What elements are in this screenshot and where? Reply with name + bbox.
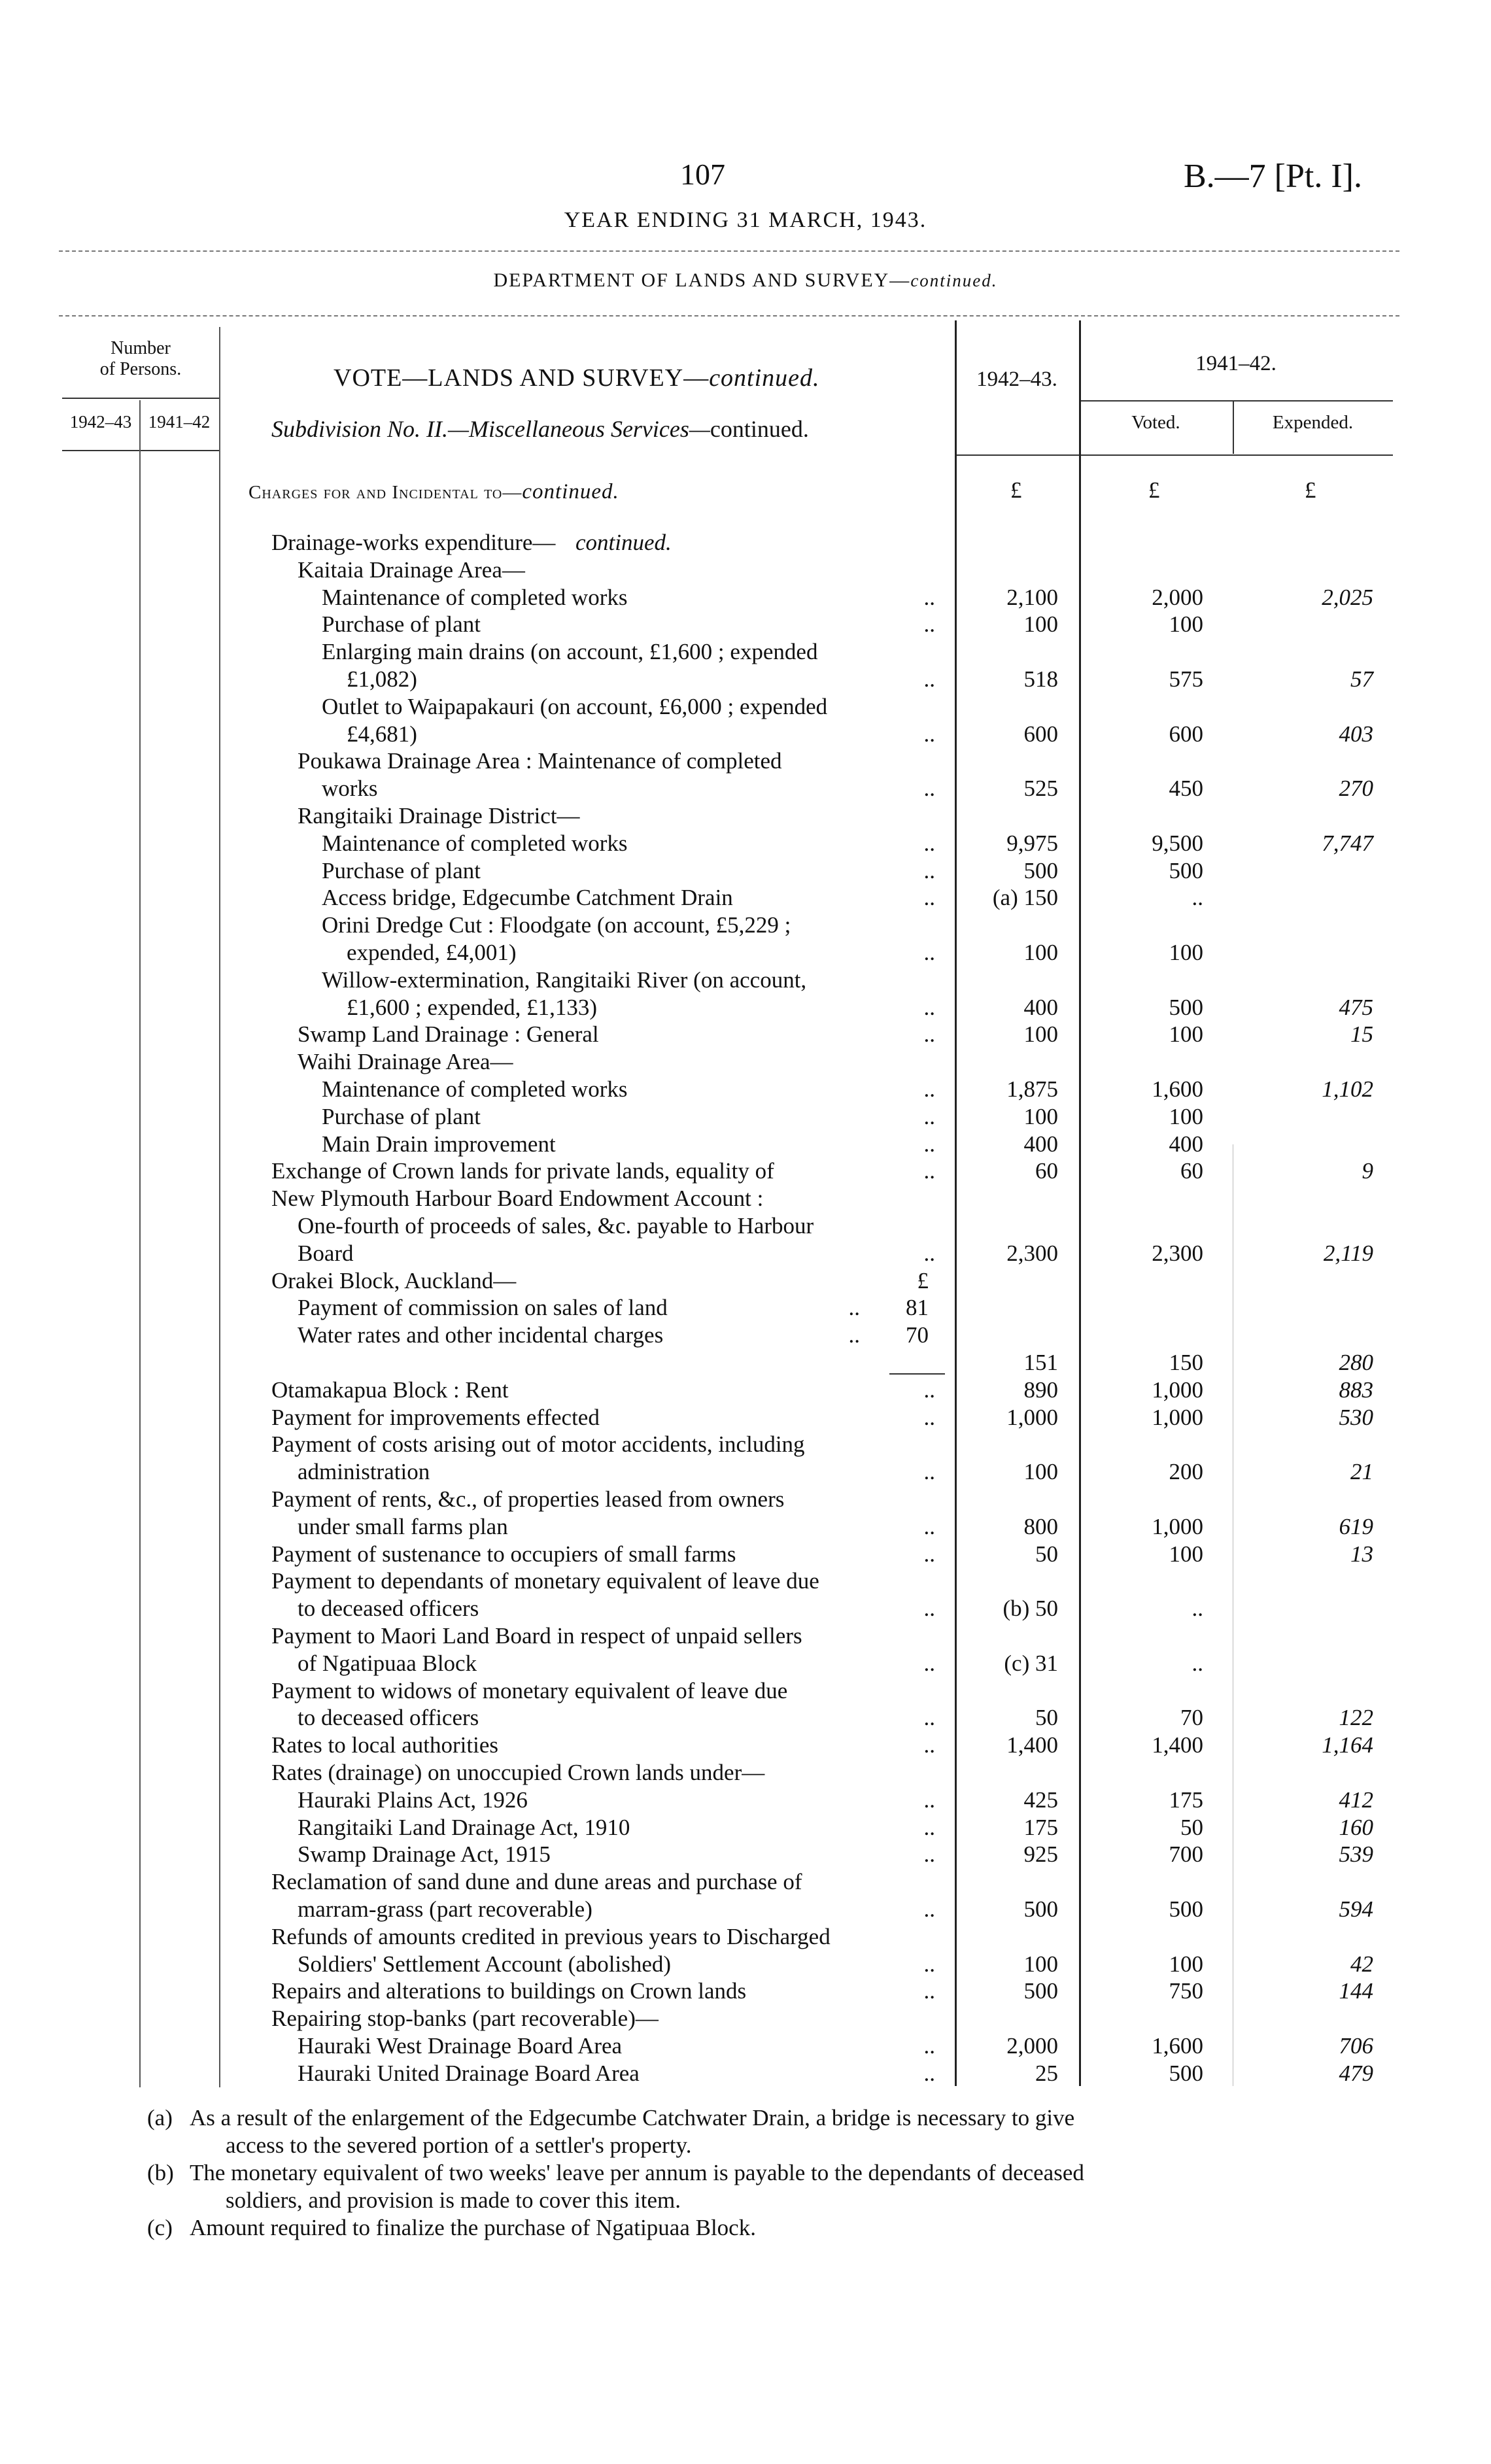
footnote-text: The monetary equivalent of two weeks' leave per annum is payable to the dependants of deceased <box>190 2160 1084 2185</box>
amount-1942-43: 100 <box>1023 1459 1058 1485</box>
row-label: of Ngatipuaa Block <box>298 1650 477 1676</box>
amount-expended-1941-42: 42 <box>1350 1951 1373 1977</box>
number-of-persons-line2: of Persons. <box>99 359 182 379</box>
dot-leader: .. <box>923 1158 935 1184</box>
amount-expended-1941-42: 530 <box>1339 1404 1373 1430</box>
amount-voted-1941-42: 500 <box>1169 994 1203 1020</box>
amount-expended-1941-42: 144 <box>1339 1978 1373 2004</box>
vote-title-text: VOTE—LANDS AND SURVEY— <box>334 364 710 392</box>
charges-continued: continued. <box>522 480 619 504</box>
table-row <box>0 748 1491 774</box>
table-row <box>0 1131 1491 1157</box>
row-label: Purchase of plant <box>322 1103 481 1129</box>
dot-leader: .. <box>923 885 935 911</box>
amount-voted-1941-42: 50 <box>1180 1814 1203 1840</box>
amount-1942-43: 100 <box>1023 1103 1058 1129</box>
row-label: marram-grass (part recoverable) <box>298 1896 592 1922</box>
table-row <box>0 721 1491 747</box>
amount-1942-43: 2,300 <box>1006 1240 1058 1266</box>
table-row <box>0 1186 1491 1212</box>
table-row <box>0 1021 1491 1048</box>
row-label: Repairing stop-banks (part recoverable)— <box>271 2006 659 2032</box>
row-label: Maintenance of completed works <box>322 830 628 856</box>
table-row <box>0 1322 1491 1348</box>
amount-1942-43: 425 <box>1023 1787 1058 1813</box>
amount-1942-43: 175 <box>1023 1814 1058 1840</box>
subdivision-continued: continued. <box>710 416 809 442</box>
row-label: under small farms plan <box>298 1513 508 1539</box>
dot-leader: .. <box>923 666 935 692</box>
table-row <box>0 666 1491 693</box>
row-label: £4,681) <box>347 721 417 747</box>
dot-leader: .. <box>923 1541 935 1567</box>
table-row <box>0 1377 1491 1403</box>
row-label: £1,600 ; expended, £1,133) <box>347 994 597 1020</box>
row-label: Payment to Maori Land Board in respect of unpaid sellers <box>271 1623 802 1649</box>
amount-expended-1941-42: 280 <box>1339 1350 1373 1375</box>
table-row <box>0 995 1491 1021</box>
row-label: Reclamation of sand dune and dune areas and purchase of <box>271 1869 802 1895</box>
amount-1942-43: 500 <box>1023 857 1058 883</box>
amount-voted-1941-42: 500 <box>1169 2060 1203 2086</box>
dot-leader: .. <box>848 1295 860 1321</box>
footnote-mark: (b) <box>147 2160 174 2185</box>
amount-voted-1941-42: 575 <box>1169 666 1203 692</box>
dot-leader: .. <box>923 994 935 1020</box>
dot-leader: .. <box>923 1459 935 1485</box>
table-row <box>0 1815 1491 1841</box>
table-row <box>0 1295 1491 1321</box>
amount-voted-1941-42: 1,000 <box>1152 1404 1203 1430</box>
dot-leader: .. <box>923 1240 935 1266</box>
dot-leader: .. <box>848 1322 860 1348</box>
document-reference: B.—7 [Pt. I]. <box>1184 158 1362 195</box>
amount-voted-1941-42: 100 <box>1169 611 1203 638</box>
amount-1942-43: (a) 150 <box>992 885 1058 911</box>
dot-leader: .. <box>923 1814 935 1840</box>
table-row <box>0 1268 1491 1294</box>
row-label: Board <box>298 1240 354 1266</box>
amount-1942-43: 151 <box>1023 1350 1058 1375</box>
amount-expended-1941-42: 160 <box>1339 1814 1373 1840</box>
dot-leader: .. <box>923 1787 935 1813</box>
table-row <box>0 1241 1491 1267</box>
table-row <box>0 1732 1491 1758</box>
amount-expended-1941-42: 479 <box>1339 2060 1373 2086</box>
amount-voted-1941-42: .. <box>1191 885 1203 911</box>
column-expended-header: Expended. <box>1272 412 1354 433</box>
dot-leader: .. <box>923 584 935 610</box>
table-row <box>0 2061 1491 2087</box>
table-row <box>0 1213 1491 1239</box>
row-label: Rates to local authorities <box>271 1732 498 1758</box>
table-row <box>0 803 1491 829</box>
amount-expended-1941-42: 21 <box>1350 1459 1373 1485</box>
table-row <box>0 1978 1491 2004</box>
row-label: Kaitaia Drainage Area— <box>298 556 525 583</box>
row-label: Hauraki West Drainage Board Area <box>298 2033 623 2059</box>
table-row <box>0 1924 1491 1950</box>
pound-sign-expended: £ <box>1305 477 1316 503</box>
row-label: Maintenance of completed works <box>322 1076 628 1102</box>
column-voted-header: Voted. <box>1131 412 1180 433</box>
row-label: expended, £4,001) <box>347 940 517 965</box>
amount-voted-1941-42: .. <box>1191 1650 1203 1676</box>
amount-expended-1941-42: 706 <box>1339 2033 1373 2059</box>
footnote-mark: (c) <box>147 2215 173 2240</box>
amount-1942-43: 2,000 <box>1006 2033 1058 2059</box>
department-title: DEPARTMENT OF LANDS AND SURVEY— <box>493 269 911 291</box>
amount-expended-1941-42: 2,025 <box>1322 584 1373 610</box>
row-label: to deceased officers <box>298 1596 479 1622</box>
footnote-text-continued: access to the severed portion of a settler's property. <box>226 2132 692 2158</box>
dot-leader: .. <box>923 611 935 638</box>
amount-expended-1941-42: 7,747 <box>1322 830 1373 856</box>
amount-expended-1941-42: 270 <box>1339 776 1373 802</box>
table-row <box>0 639 1491 665</box>
table-row <box>0 1541 1491 1567</box>
pound-sign-voted: £ <box>1148 477 1160 503</box>
dot-leader: .. <box>923 1021 935 1048</box>
table-row <box>0 1869 1491 1895</box>
row-label: New Plymouth Harbour Board Endowment Account : <box>271 1186 764 1212</box>
table-row <box>0 1705 1491 1731</box>
row-label: Water rates and other incidental charges <box>298 1322 664 1348</box>
table-row <box>0 1951 1491 1977</box>
amount-1942-43: 25 <box>1035 2060 1058 2086</box>
amount-1942-43: 100 <box>1023 1021 1058 1048</box>
amount-expended-1941-42: 619 <box>1339 1513 1373 1539</box>
row-label: Payment for improvements effected <box>271 1404 600 1430</box>
table-row <box>0 1596 1491 1622</box>
row-label: Enlarging main drains (on account, £1,600 ; expended <box>322 639 818 665</box>
table-row <box>0 611 1491 638</box>
amount-voted-1941-42: 100 <box>1169 1951 1203 1977</box>
dot-leader: .. <box>923 1650 935 1676</box>
row-label-continued: continued. <box>575 530 672 555</box>
row-label: Waihi Drainage Area— <box>298 1049 513 1075</box>
amount-expended-1941-42: 403 <box>1339 721 1373 747</box>
amount-1942-43: 525 <box>1023 776 1058 802</box>
amount-voted-1941-42: 1,000 <box>1152 1377 1203 1403</box>
dot-leader: .. <box>923 1951 935 1977</box>
amount-voted-1941-42: 100 <box>1169 940 1203 965</box>
dot-leader: .. <box>923 1404 935 1430</box>
dot-leader: .. <box>923 1705 935 1731</box>
amount-voted-1941-42: 1,400 <box>1152 1732 1203 1758</box>
vote-title-continued: continued. <box>709 364 820 392</box>
row-label: Payment to dependants of monetary equivalent of leave due <box>271 1568 819 1594</box>
amount-voted-1941-42: 100 <box>1169 1021 1203 1048</box>
amount-1942-43: 800 <box>1023 1513 1058 1539</box>
row-label: Access bridge, Edgecumbe Catchment Drain <box>322 885 733 911</box>
amount-expended-1941-42: 1,102 <box>1322 1076 1373 1102</box>
dot-leader: .. <box>923 721 935 747</box>
row-label: Payment of sustenance to occupiers of small farms <box>271 1541 736 1567</box>
table-row <box>0 1486 1491 1513</box>
table-row <box>0 1459 1491 1485</box>
row-label: Payment to widows of monetary equivalent of leave due <box>271 1677 788 1703</box>
row-label: Rates (drainage) on unoccupied Crown lands under— <box>271 1760 765 1785</box>
top-divider <box>59 250 1399 252</box>
dot-leader: .. <box>923 2060 935 2086</box>
persons-subheader-rule <box>62 450 219 451</box>
row-label: Willow-extermination, Rangitaiki River (on account, <box>322 967 807 993</box>
dot-leader: .. <box>923 940 935 965</box>
amount-1942-43: 400 <box>1023 994 1058 1020</box>
amount-voted-1941-42: 2,000 <box>1152 584 1203 610</box>
amount-expended-1941-42: 122 <box>1339 1705 1373 1731</box>
row-label: Soldiers' Settlement Account (abolished) <box>298 1951 672 1977</box>
amount-voted-1941-42: 1,600 <box>1152 1076 1203 1102</box>
subitem-amount: £ <box>917 1267 929 1293</box>
table-row <box>0 1787 1491 1813</box>
amount-voted-1941-42: 1,600 <box>1152 2033 1203 2059</box>
row-label: One-fourth of proceeds of sales, &c. payable to Harbour <box>298 1213 814 1239</box>
amount-1942-43: 1,400 <box>1006 1732 1058 1758</box>
amount-voted-1941-42: 100 <box>1169 1541 1203 1567</box>
table-row <box>0 1104 1491 1130</box>
row-label: Purchase of plant <box>322 611 481 638</box>
amount-voted-1941-42: 175 <box>1169 1787 1203 1813</box>
table-row <box>0 1760 1491 1786</box>
row-label: Refunds of amounts credited in previous years to Discharged <box>271 1923 831 1949</box>
row-label: Hauraki Plains Act, 1926 <box>298 1787 528 1813</box>
amount-1942-43: 100 <box>1023 1951 1058 1977</box>
table-row <box>0 1841 1491 1868</box>
dot-leader: .. <box>923 1841 935 1868</box>
number-of-persons-header <box>62 338 219 380</box>
table-row <box>0 1651 1491 1677</box>
year-a-header: 1942–43 <box>69 412 132 432</box>
row-label: works <box>322 776 378 802</box>
amount-voted-1941-42: .. <box>1191 1596 1203 1622</box>
dot-leader: .. <box>923 830 935 856</box>
amount-1942-43: 50 <box>1035 1541 1058 1567</box>
row-label: Main Drain improvement <box>322 1131 556 1157</box>
table-row <box>0 940 1491 966</box>
amount-voted-1941-42: 60 <box>1180 1158 1203 1184</box>
subitem-amount: 81 <box>906 1295 929 1321</box>
dot-leader: .. <box>923 1103 935 1129</box>
amount-voted-1941-42: 500 <box>1169 1896 1203 1922</box>
table-row <box>0 1678 1491 1704</box>
amount-1942-43: 60 <box>1035 1158 1058 1184</box>
dot-leader: .. <box>923 1596 935 1622</box>
dot-leader: .. <box>923 1076 935 1102</box>
amount-expended-1941-42: 9 <box>1362 1158 1373 1184</box>
column-1941-header: 1941–42. <box>1195 352 1277 375</box>
amount-expended-1941-42: 2,119 <box>1323 1240 1373 1266</box>
dot-leader: .. <box>923 1732 935 1758</box>
row-label: Orini Dredge Cut : Floodgate (on account, £5,229 ; <box>322 912 791 938</box>
department-continued: continued. <box>910 271 998 290</box>
table-row <box>0 1350 1491 1376</box>
table-row <box>0 585 1491 611</box>
amount-1942-43: 2,100 <box>1006 584 1058 610</box>
row-label: Orakei Block, Auckland— <box>271 1267 517 1293</box>
amount-1942-43: 925 <box>1023 1841 1058 1868</box>
amount-1942-43: 1,000 <box>1006 1404 1058 1430</box>
amount-voted-1941-42: 450 <box>1169 776 1203 802</box>
column-1941-rule <box>1079 400 1393 402</box>
year-heading: YEAR ENDING 31 MARCH, 1943. <box>564 208 927 232</box>
row-label: Swamp Land Drainage : General <box>298 1021 599 1048</box>
row-label: Maintenance of completed works <box>322 584 628 610</box>
amount-voted-1941-42: 100 <box>1169 1103 1203 1129</box>
amount-expended-1941-42: 594 <box>1339 1896 1373 1922</box>
table-top-divider <box>59 315 1399 317</box>
row-label: Otamakapua Block : Rent <box>271 1377 509 1403</box>
amount-1942-43: 600 <box>1023 721 1058 747</box>
amount-expended-1941-42: 539 <box>1339 1841 1373 1868</box>
row-label: Swamp Drainage Act, 1915 <box>298 1841 551 1868</box>
amount-1942-43: 9,975 <box>1006 830 1058 856</box>
row-label: Rangitaiki Land Drainage Act, 1910 <box>298 1814 630 1840</box>
column-1942-header: 1942–43. <box>976 368 1057 391</box>
row-label: Payment of rents, &c., of properties leased from owners <box>271 1486 785 1512</box>
table-row <box>0 1623 1491 1649</box>
table-row <box>0 694 1491 720</box>
amount-voted-1941-42: 750 <box>1169 1978 1203 2004</box>
table-row <box>0 1049 1491 1075</box>
row-label: Outlet to Waipapakauri (on account, £6,000 ; expended <box>322 693 828 719</box>
subdivision-text: Subdivision No. II.—Miscellaneous Services— <box>271 416 710 442</box>
amount-1942-43: 100 <box>1023 940 1058 965</box>
row-label: Payment of costs arising out of motor accidents, including <box>271 1431 805 1458</box>
page-number: 107 <box>680 158 725 191</box>
amount-voted-1941-42: 9,500 <box>1152 830 1203 856</box>
column-header-rule <box>955 454 1393 456</box>
table-row <box>0 557 1491 583</box>
row-label: Poukawa Drainage Area : Maintenance of completed <box>298 748 782 774</box>
table-row <box>0 1568 1491 1594</box>
subdivision-title <box>271 415 809 443</box>
footnote-mark: (a) <box>147 2105 173 2130</box>
number-of-persons-line1: Number <box>111 338 171 358</box>
row-label: Drainage-works expenditure— <box>271 530 556 555</box>
amount-1942-43: 400 <box>1023 1131 1058 1157</box>
row-label: Repairs and alterations to buildings on Crown lands <box>271 1978 747 2004</box>
amount-1942-43: (c) 31 <box>1004 1650 1058 1676</box>
table-row <box>0 2033 1491 2059</box>
table-row <box>0 1158 1491 1184</box>
row-label: Exchange of Crown lands for private lands, equality of <box>271 1158 774 1184</box>
amount-expended-1941-42: 883 <box>1339 1377 1373 1403</box>
table-row <box>0 885 1491 911</box>
table-row <box>0 1431 1491 1458</box>
amount-1942-43: 50 <box>1035 1705 1058 1731</box>
amount-expended-1941-42: 15 <box>1350 1021 1373 1048</box>
amount-1942-43: 500 <box>1023 1978 1058 2004</box>
table-row <box>0 1076 1491 1103</box>
amount-voted-1941-42: 70 <box>1180 1705 1203 1731</box>
footnote-text-continued: soldiers, and provision is made to cover this item. <box>226 2187 681 2213</box>
charges-heading <box>248 480 619 504</box>
amount-1942-43: 518 <box>1023 666 1058 692</box>
row-label: to deceased officers <box>298 1705 479 1731</box>
table-row <box>0 912 1491 938</box>
dot-leader: .. <box>923 1896 935 1922</box>
table-row <box>0 776 1491 802</box>
dot-leader: .. <box>923 1377 935 1403</box>
amount-1942-43: 890 <box>1023 1377 1058 1403</box>
charges-text: Charges for and Incidental to— <box>248 482 523 503</box>
footnote-text: As a result of the enlargement of the Edgecumbe Catchwater Drain, a bridge is necessary to give <box>190 2105 1075 2130</box>
amount-voted-1941-42: 400 <box>1169 1131 1203 1157</box>
amount-voted-1941-42: 150 <box>1169 1350 1203 1375</box>
amount-expended-1941-42: 475 <box>1339 994 1373 1020</box>
row-label: Hauraki United Drainage Board Area <box>298 2060 640 2086</box>
row-label: £1,082) <box>347 666 417 692</box>
table-row <box>0 1405 1491 1431</box>
amount-expended-1941-42: 57 <box>1350 666 1373 692</box>
dot-leader: .. <box>923 1131 935 1157</box>
amount-1942-43: 500 <box>1023 1896 1058 1922</box>
dot-leader: .. <box>923 1978 935 2004</box>
amount-voted-1941-42: 600 <box>1169 721 1203 747</box>
table-row <box>0 830 1491 857</box>
row-label: administration <box>298 1459 430 1485</box>
amount-voted-1941-42: 1,000 <box>1152 1513 1203 1539</box>
amount-1942-43: (b) 50 <box>1003 1596 1058 1622</box>
table-row <box>0 967 1491 993</box>
amount-expended-1941-42: 13 <box>1350 1541 1373 1567</box>
department-heading <box>0 269 1491 292</box>
dot-leader: .. <box>923 2033 935 2059</box>
table-row <box>0 530 1491 556</box>
amount-expended-1941-42: 1,164 <box>1322 1732 1373 1758</box>
dot-leader: .. <box>923 776 935 802</box>
vote-title <box>334 364 820 392</box>
subitem-amount: 70 <box>906 1322 929 1348</box>
amount-expended-1941-42: 412 <box>1339 1787 1373 1813</box>
dot-leader: .. <box>923 857 935 883</box>
amount-1942-43: 100 <box>1023 611 1058 638</box>
dot-leader: .. <box>923 1513 935 1539</box>
row-label: Purchase of plant <box>322 857 481 883</box>
table-row <box>0 2006 1491 2032</box>
amount-voted-1941-42: 700 <box>1169 1841 1203 1868</box>
year-b-header: 1941–42 <box>148 412 211 432</box>
footnote-text: Amount required to finalize the purchase of Ngatipuaa Block. <box>190 2215 756 2240</box>
pound-sign-1942: £ <box>1010 477 1022 503</box>
persons-header-rule <box>62 398 219 399</box>
amount-1942-43: 1,875 <box>1006 1076 1058 1102</box>
row-label: Rangitaiki Drainage District— <box>298 803 580 829</box>
rule-voted-right <box>1233 400 1234 454</box>
table-row <box>0 1896 1491 1923</box>
amount-voted-1941-42: 200 <box>1169 1459 1203 1485</box>
amount-voted-1941-42: 500 <box>1169 857 1203 883</box>
row-label: Payment of commission on sales of land <box>298 1295 668 1321</box>
amount-voted-1941-42: 2,300 <box>1152 1240 1203 1266</box>
table-row <box>0 858 1491 884</box>
table-row <box>0 1514 1491 1540</box>
